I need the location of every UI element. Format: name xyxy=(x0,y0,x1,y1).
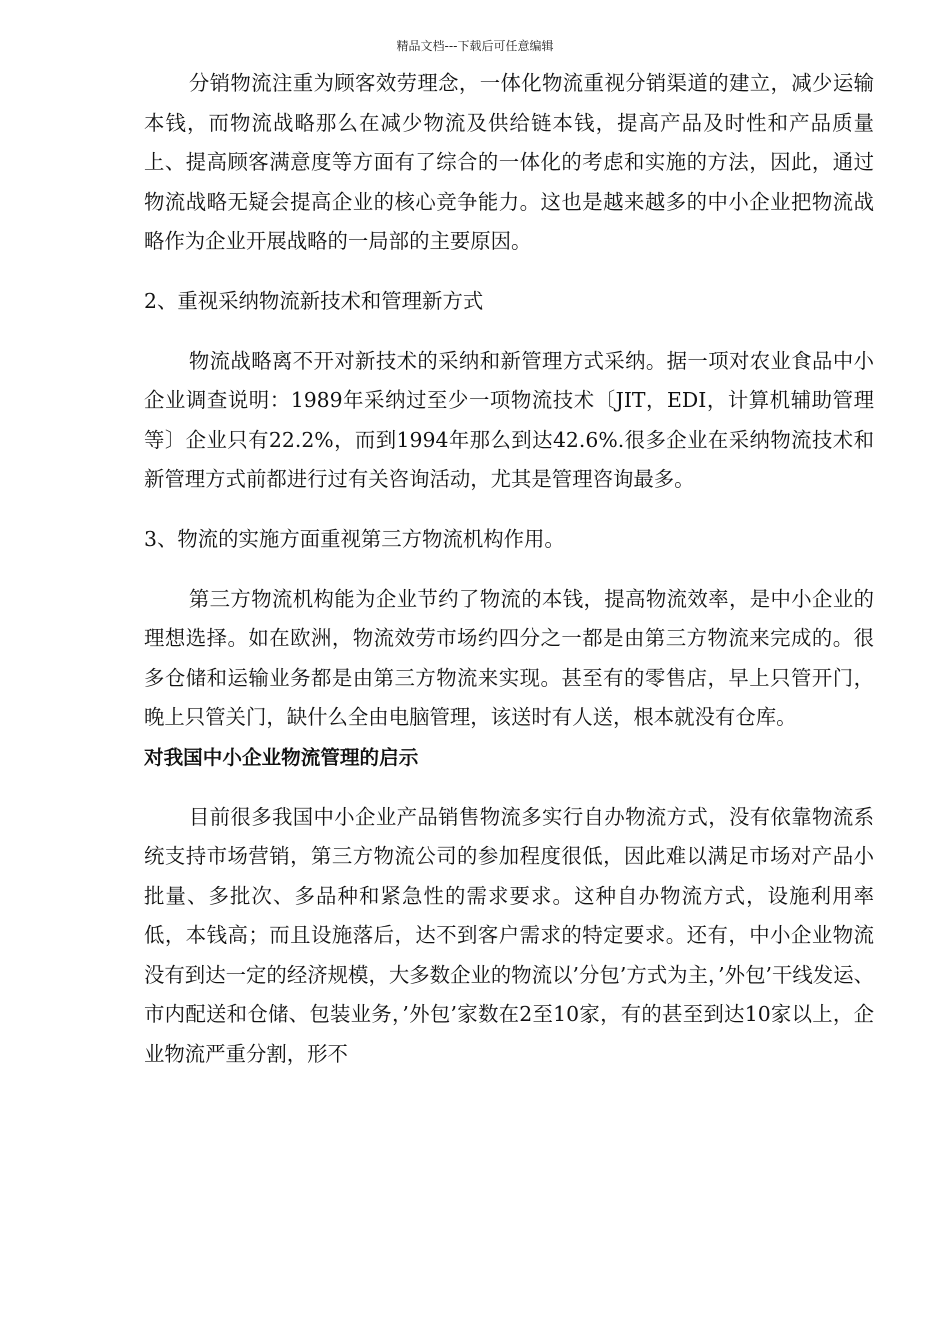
subheading-2: 2、重视采纳物流新技术和管理新方式 xyxy=(144,288,484,313)
body-paragraph-2: 物流战略离不开对新技术的采纳和新管理方式采纳。据一项对农业食品中小企业调查说明：1989年采纳过至少一项物流技术〔JIT，EDI，计算机辅助管理等〕企业只有22.2%，而到1994年那么到达42.6%.很多企业在采纳物流技术和新管理方式前都进行过有关咨询活动，尤其是管理咨询最多。 xyxy=(144,348,874,492)
subheading-3: 3、物流的实施方面重视第三方物流机构作用。 xyxy=(144,526,565,551)
body-paragraph-1: 分销物流注重为顾客效劳理念，一体化物流重视分销渠道的建立，减少运输本钱，而物流战略那么在减少物流及供给链本钱，提高产品及时性和产品质量上、提高顾客满意度等方面有了综合的一体化的考虑和实施的方法，因此，通过物流战略无疑会提高企业的核心竞争能力。这也是越来越多的中小企业把物流战略作为企业开展战略的一局部的主要原因。 xyxy=(144,71,874,254)
body-paragraph-4: 目前很多我国中小企业产品销售物流多实行自办物流方式，没有依靠物流系统支持市场营销，第三方物流公司的参加程度很低，因此难以满足市场对产品小批量、多批次、多品种和紧急性的需求要求。这种自办物流方式，设施利用率低，本钱高；而且设施落后，达不到客户需求的特定要求。还有，中小企业物流没有到达一定的经济规模，大多数企业的物流以’分包’方式为主，’外包’干线发运、市内配送和仓储、包装业务，’外包’家数在2至10家，有的甚至到达10家以上，企业物流严重分割，形不 xyxy=(144,804,874,1067)
section-title: 对我国中小企业物流管理的启示 xyxy=(144,745,419,769)
body-paragraph-3: 第三方物流机构能为企业节约了物流的本钱，提高物流效率，是中小企业的理想选择。如在欧洲，物流效劳市场约四分之一都是由第三方物流来完成的。很多仓储和运输业务都是由第三方物流来实现。甚至有的零售店，早上只管开门，晚上只管关门，缺什么全由电脑管理，该送时有人送，根本就没有仓库。 xyxy=(144,586,874,730)
document-body xyxy=(144,64,874,1075)
page-header: 精品文档---下载后可任意编辑 xyxy=(396,39,554,53)
